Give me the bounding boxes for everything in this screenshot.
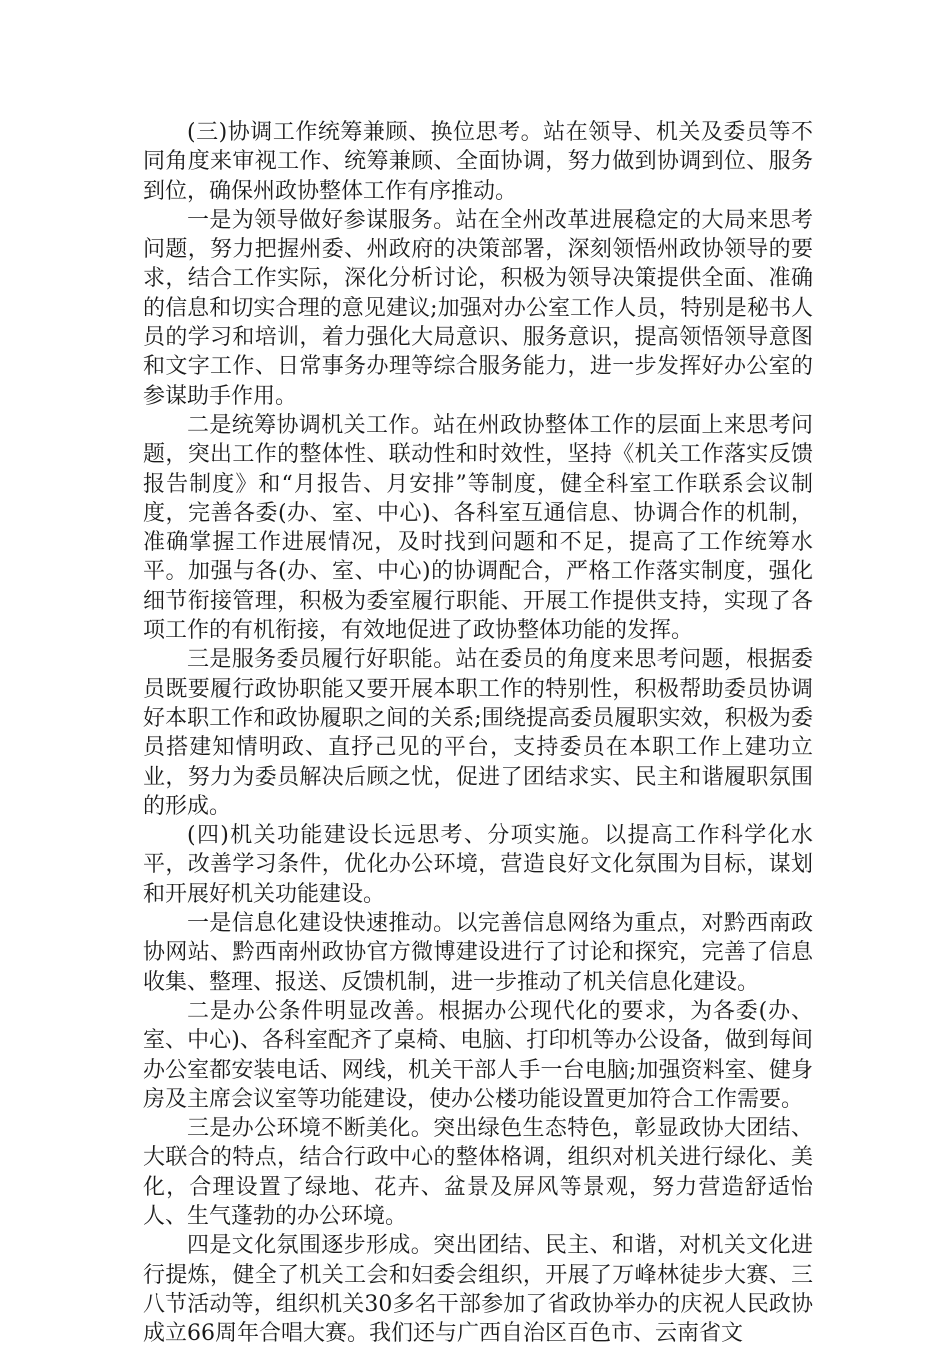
paragraph-advisory-service: 一是为领导做好参谋服务。站在全州改革进展稳定的大局来思考问题，努力把握州委、州政府的决策部署，深刻领悟州政协领导的要求，结合工作实际，深化分析讨论，积极为领导决策提供全面、准确的信息和切实合理的意见建议;加强对办公室工作人员，特别是秘书人员的学习和培训，着力强化大局意识、服务意识，提高领悟领导意图和文字工作、日常事务办理等综合服务能力，进一步发挥好办公室的参谋助手作用。 (143, 207, 813, 409)
paragraph-coordinate-organ-work: 二是统筹协调机关工作。站在州政协整体工作的层面上来思考问题，突出工作的整体性、联动性和时效性，坚持《机关工作落实反馈报告制度》和“月报告、月安排”等制度，健全科室工作联系会议制度，完善各委(办、室、中心)、各科室互通信息、协调合作的机制，准确掌握工作进展情况，及时找到问题和不足，提高了工作统筹水平。加强与各(办、室、中心)的协调配合，严格工作落实制度，强化细节衔接管理，积极为委室履行职能、开展工作提供支持，实现了各项工作的有机衔接，有效地促进了政协整体功能的发挥。 (143, 412, 813, 644)
paragraph-informatization: 一是信息化建设快速推动。以完善信息网络为重点，对黔西南政协网站、黔西南州政协官方微博建设进行了讨论和探究，完善了信息收集、整理、报送、反馈机制，进一步推动了机关信息化建设。 (143, 911, 813, 995)
paragraph-office-conditions: 二是办公条件明显改善。根据办公现代化的要求，为各委(办、室、中心)、各科室配齐了桌椅、电脑、打印机等办公设备，做到每间办公室都安装电话、网线，机关干部人手一台电脑;加强资料室、健身房及主席会议室等功能建设，使办公楼功能设置更加符合工作需要。 (143, 998, 813, 1112)
paragraph-section-4-heading: (四)机关功能建设长远思考、分项实施。以提高工作科学化水平，改善学习条件，优化办公环境，营造良好文化氛围为目标，谋划和开展好机关功能建设。 (143, 823, 813, 907)
paragraph-serve-members: 三是服务委员履行好职能。站在委员的角度来思考问题，根据委员既要履行政协职能又要开展本职工作的特别性，积极帮助委员协调好本职工作和政协履职之间的关系;围绕提高委员履职实效，积极为委员搭建知情明政、直抒己见的平台，支持委员在本职工作上建功立业，努力为委员解决后顾之忧，促进了团结求实、民主和谐履职氛围的形成。 (143, 647, 813, 819)
document-body (143, 118, 813, 1348)
paragraph-office-environment: 三是办公环境不断美化。突出绿色生态特色，彰显政协大团结、大联合的特点，结合行政中心的整体格调，组织对机关进行绿化、美化，合理设置了绿地、花卉、盆景及屏风等景观，努力营造舒适怡人、生气蓬勃的办公环境。 (143, 1116, 813, 1229)
paragraph-section-3-heading: (三)协调工作统筹兼顾、换位思考。站在领导、机关及委员等不同角度来审视工作、统筹兼顾、全面协调，努力做到协调到位、服务到位，确保州政协整体工作有序推动。 (143, 120, 813, 204)
paragraph-cultural-atmosphere: 四是文化氛围逐步形成。突出团结、民主、和谐，对机关文化进行提炼，健全了机关工会和妇委会组织，开展了万峰林徒步大赛、三八节活动等，组织机关30多名干部参加了省政协举办的庆祝人民政协成立66周年合唱大赛。我们还与广西自治区百色市、云南省文 (143, 1233, 813, 1347)
